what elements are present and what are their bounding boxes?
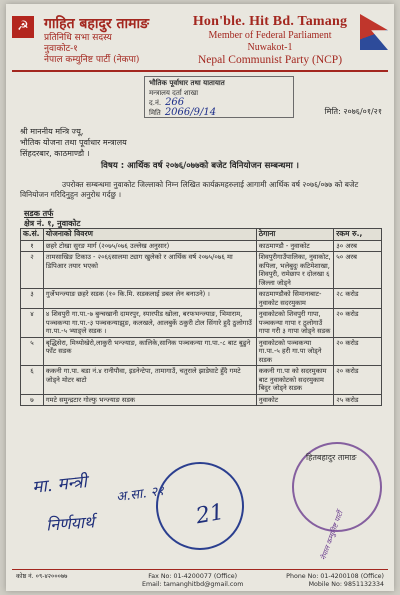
row-sn: १ xyxy=(21,240,44,252)
signature-number: 21 xyxy=(194,499,226,530)
footer-center xyxy=(142,573,243,589)
row-desc: ककनी गा.पा. बडा नं.४ रानीपौवा, इडनेन्टेपा, तामागाउँ, चतुराले झाडेघाटे हुँदै गमटे जोड्ने मोटर बाटो xyxy=(43,366,256,395)
handwritten-note: निर्णयार्थ xyxy=(45,512,95,535)
row-sn: २ xyxy=(21,252,44,289)
footer-left: कोष्ठ नं. ०९-४२०००७७ xyxy=(16,573,68,580)
handwritten-note: मा. मन्त्री xyxy=(31,472,88,498)
row-sn: ६ xyxy=(21,366,44,395)
stamp-date-label: मिति xyxy=(149,109,161,117)
footer-mobile: Mobile No: 9851132334 xyxy=(308,581,384,588)
row-desc: ४ शिवपुरी गा.पा.-७ बुन्चखानी दामरपुर, स्पारपीड खोला, बरफभन्ज्याङ, भिमाराम, पञ्चकन्या गा.पा.-३ पञ्चकन्याझुङ, कलखले, आलबुकें ठकुरी टोल सिंगारे हुदै ठुलोगाउँ गा.पा.-५ भ्याङ्ले सडक । xyxy=(43,309,256,338)
letterhead-line: Member of Federal Parliament xyxy=(208,30,332,41)
mp-name-english: Hon'ble. Hit Bd. Tamang xyxy=(192,14,348,29)
addressee-line: सिंहदरबार, काठमाण्डौ । xyxy=(20,149,90,158)
signatory-name: हितबहादुर तामाङ xyxy=(306,453,357,462)
letterhead-divider xyxy=(12,70,388,72)
footer-divider xyxy=(12,569,388,570)
table-row xyxy=(21,289,382,309)
table-header-row xyxy=(21,229,382,241)
row-loc: काठमाण्डौको सिमानाबाट-नुवाकोट सदरमुकाम xyxy=(256,289,334,309)
row-desc: तामसाखिङ टिकाउ - २०६६सालमा ट्याग खुलेको र आर्थिक वर्ष २०७५/०७६ मा डिपिआर तयार भएको xyxy=(43,252,256,289)
registration-stamp xyxy=(144,76,294,118)
row-amt: ३० अरब xyxy=(334,240,382,252)
row-loc: नुवाकोटको पञ्चकन्या गा.पा.-५ हरी गा.पा जोड्ने सडक xyxy=(256,337,334,366)
row-loc: नुवाकोटको शिवपुरी गापा, पञ्चकन्या गापा र ठुलोगाउँ गापा गरी ३ गापा जोड्ने सडक xyxy=(256,309,334,338)
row-loc: ककनी गा.पा को सदरमुकाम बाट नुवाकोटको सदरमुकाम बिदुर जोड्ने सडक xyxy=(256,366,334,395)
stamp-reg-label: द.नं. xyxy=(149,99,162,107)
letter-subject: विषय : आर्थिक वर्ष २०७६/०७७को बजेट विनियोजन सम्बन्धमा । xyxy=(100,161,299,171)
row-loc: नुवाकोट xyxy=(256,394,334,406)
row-amt: २० करोड xyxy=(334,309,382,338)
footer-email: Email: tamanghitbd@gmail.com xyxy=(142,581,244,588)
letter-page xyxy=(6,4,394,591)
footer-phone: Phone No: 01-4200108 (Office) xyxy=(286,573,384,580)
party-emblem-icon: ☭ xyxy=(12,16,34,38)
addressee-line: भौतिक योजना तथा पूर्वाधार मन्त्रालय xyxy=(20,138,127,147)
footer-fax: Fax No: 01-4200077 (Office) xyxy=(148,573,238,580)
col-header-amt: रकम रु., xyxy=(334,229,382,241)
row-amt: २० करोड xyxy=(334,366,382,395)
row-amt: २५ करोड xyxy=(334,394,382,406)
row-amt: २८ करोड xyxy=(334,289,382,309)
col-header-desc: योजनाको विवरण xyxy=(43,229,256,241)
stamp-org: भौतिक पूर्वाधार तथा यातायात xyxy=(149,79,225,87)
row-loc: काठमाण्डौ - नुवाकोट xyxy=(256,240,334,252)
stamp-date-value: 2066/9/14 xyxy=(164,107,217,118)
letterhead-nepali xyxy=(44,14,184,66)
party-flag-icon xyxy=(360,14,388,50)
row-sn: ५ xyxy=(21,337,44,366)
row-sn: ४ xyxy=(21,309,44,338)
row-amt: ५० अरब xyxy=(334,252,382,289)
seal-text: नेपाल कम्युनिष्ट पार्टी xyxy=(319,510,345,562)
subsection-label: क्षेत्र नं. १, नुवाकोट xyxy=(24,219,81,228)
table-row xyxy=(21,337,382,366)
letterhead-english xyxy=(186,14,354,66)
handwritten-date: अ.सा. २१ xyxy=(115,483,166,506)
table-row xyxy=(21,394,382,406)
row-sn: ७ xyxy=(21,394,44,406)
row-desc: बृद्धिसेरा, मिथ्योखेरो,लाकुरी भन्ज्याङ, कालिके,सानिक पञ्चकन्या गा.पा.-८ बाट बुढुने फाँट सडक xyxy=(43,337,256,366)
col-header-loc: ठेगाना xyxy=(256,229,334,241)
letterhead-line: प्रतिनिधि सभा सदस्य xyxy=(44,33,112,43)
table-row xyxy=(21,366,382,395)
col-header-sn: क.सं. xyxy=(21,229,44,241)
mp-name-nepali: गाहित बहादुर तामाङ xyxy=(44,16,150,32)
stamp-sub: मन्त्रालय दर्ता शाखा xyxy=(149,89,199,97)
row-desc: गमटे समुन्द्रटार गोल्फु भन्ज्याङ सडक xyxy=(43,394,256,406)
letterhead xyxy=(6,10,394,72)
letterhead-line: Nepal Communist Party (NCP) xyxy=(197,54,343,66)
letter-body: उपरोक्त सम्बन्धमा नुवाकोट जिल्लाको निम्न लिखित कार्यक्रमहरुलाई आगामी आर्थिक वर्ष २०७६/०७७ को बजेट विनियोजन गरिदिनुहुन अनुरोध गर्दछु । xyxy=(20,180,359,199)
letterhead-line: Nuwakot-1 xyxy=(247,42,293,53)
row-sn: ३ xyxy=(21,289,44,309)
letter-date: मिति: २०७६/०१/२१ xyxy=(324,107,382,116)
row-loc: शिवपुरीगाउँपालिका, नुवाकोट, कपिला, भलेबुदुः कटिमेशाखा, शिवपुरी, रामेछाप र दोलखा ६ जिल्ला जोड्ने xyxy=(256,252,334,289)
table-row xyxy=(21,240,382,252)
footer-right xyxy=(286,573,384,589)
row-desc: गुर्जेभन्ज्याङ छहरे सडक (१० कि.मि. सडकलाई डबल लेन बनाउने) । xyxy=(43,289,256,309)
section-label: सडक तर्फ xyxy=(24,209,54,218)
letterhead-line: नेपाल कम्युनिष्ट पार्टी (नेकपा) xyxy=(44,55,140,65)
table-row xyxy=(21,252,382,289)
table-row xyxy=(21,309,382,338)
addressee-block xyxy=(20,126,127,159)
budget-table xyxy=(20,228,382,406)
row-desc: छहरे टोखा सुरङ मार्ग (२०७५/०७६ उल्लेख अनुसार) xyxy=(43,240,256,252)
letterhead-line: नुवाकोट-१ xyxy=(44,44,78,54)
stamp-reg-value: 266 xyxy=(165,97,185,108)
row-amt: २० करोड xyxy=(334,337,382,366)
addressee-line: श्री माननीय मन्त्रि ज्यू, xyxy=(20,127,84,136)
